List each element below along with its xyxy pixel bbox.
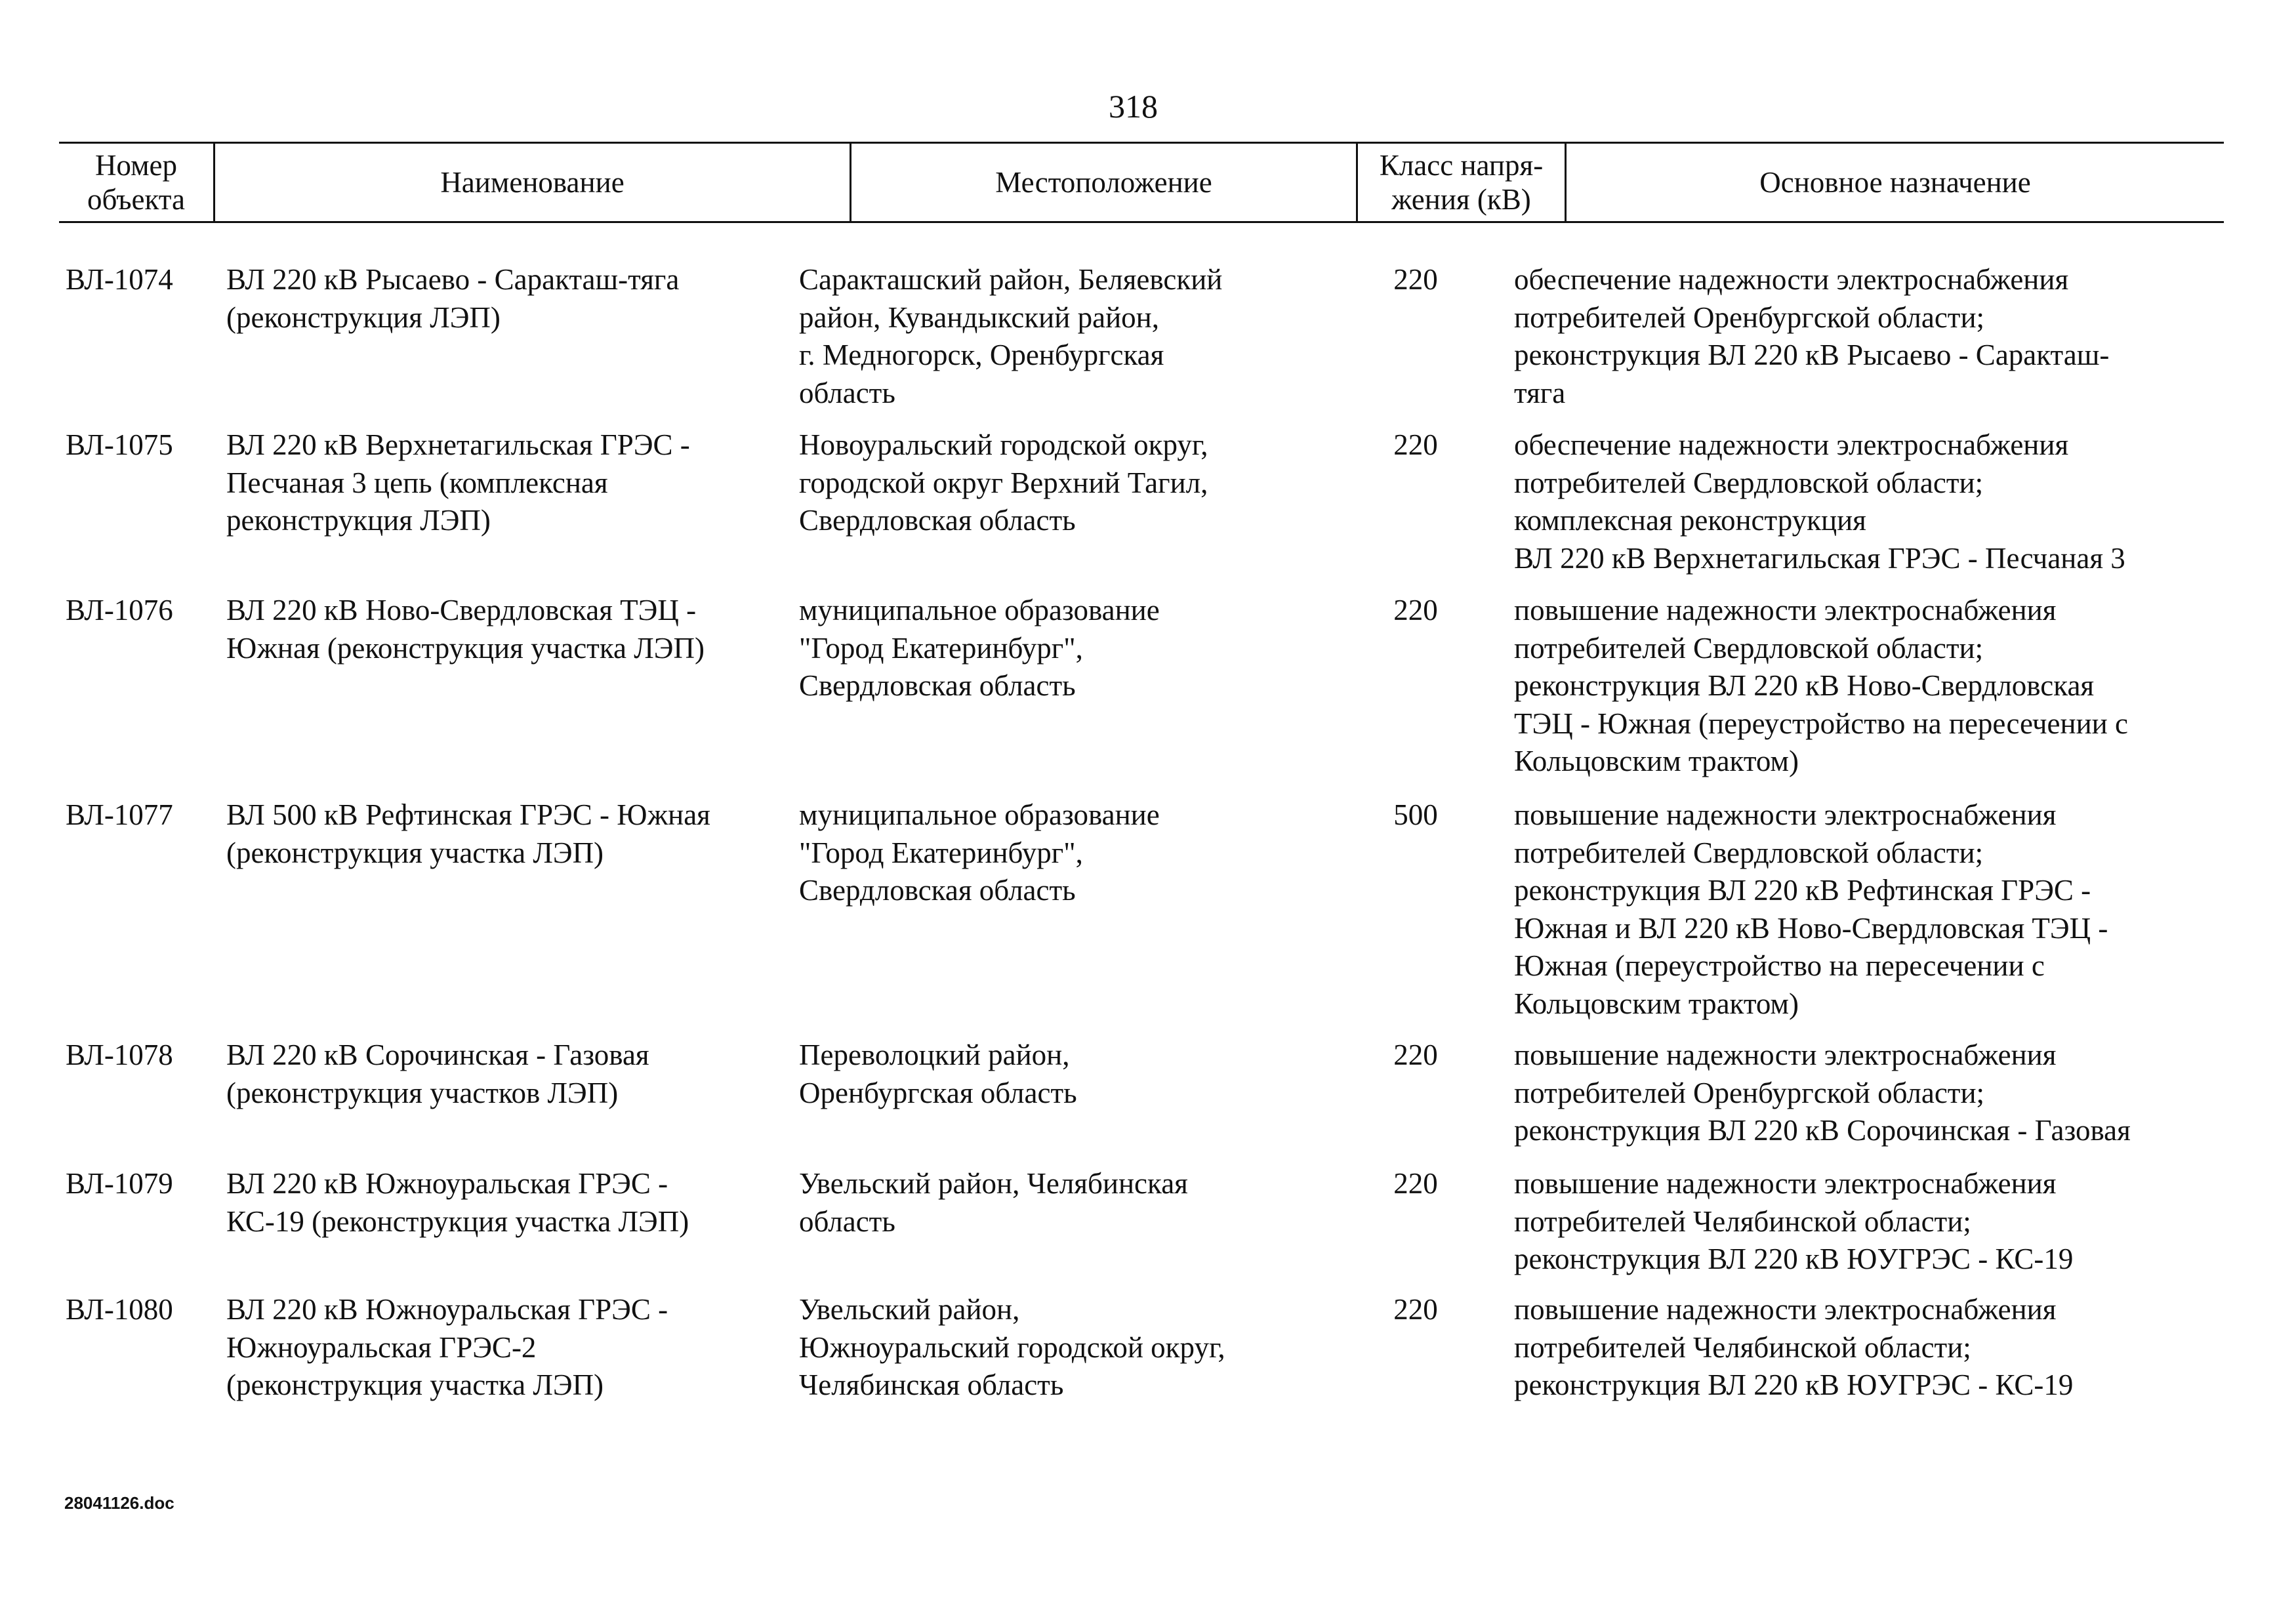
row-name: ВЛ 220 кВ Ново-Свердловская ТЭЦ - Южная (реконструкция участка ЛЭП)	[226, 594, 705, 665]
row-purpose: повышение надежности электроснабжения потребителей Свердловской области; реконструкция ВЛ 220 кВ Рефтинская ГРЭС - Южная и ВЛ 220 кВ Ново-Свердловская ТЭЦ - Южная (переустройство на пересечении с Кольцовским трактом)	[1514, 798, 2108, 1020]
row-location: муниципальное образование "Город Екатеринбург", Свердловская область	[799, 594, 1160, 702]
row-name: ВЛ 220 кВ Южноуральская ГРЭС - КС-19 (реконструкция участка ЛЭП)	[226, 1167, 689, 1238]
row-location: Новоуральский городской округ, городской округ Верхний Тагил, Свердловская область	[799, 428, 1208, 537]
row-name: ВЛ 220 кВ Рысаево - Саракташ-тяга (реконструкция ЛЭП)	[226, 263, 680, 334]
row-number: ВЛ-1080	[66, 1293, 173, 1326]
header-purpose	[1567, 144, 2224, 221]
row-voltage: 220	[1393, 428, 1438, 461]
row-voltage: 220	[1393, 594, 1438, 626]
header-location	[851, 144, 1358, 221]
header-name	[215, 144, 851, 221]
row-voltage: 220	[1393, 1038, 1438, 1071]
row-voltage: 220	[1393, 1167, 1438, 1200]
header-number-text: Номер объекта	[87, 149, 185, 216]
header-voltage-text: Класс напря- жения (кВ)	[1379, 149, 1544, 216]
header-number	[59, 144, 215, 221]
row-purpose: повышение надежности электроснабжения потребителей Оренбургской области; реконструкция ВЛ 220 кВ Сорочинская - Газовая	[1514, 1038, 2131, 1147]
header-name-text: Наименование	[440, 166, 625, 199]
row-location: муниципальное образование "Город Екатеринбург", Свердловская область	[799, 798, 1160, 907]
row-location: Увельский район, Южноуральский городской округ, Челябинская область	[799, 1293, 1225, 1401]
row-name: ВЛ 220 кВ Сорочинская - Газовая (реконструкция участков ЛЭП)	[226, 1038, 649, 1109]
row-name: ВЛ 500 кВ Рефтинская ГРЭС - Южная (реконструкция участка ЛЭП)	[226, 798, 710, 869]
row-number: ВЛ-1078	[66, 1038, 173, 1071]
row-voltage: 220	[1393, 1293, 1438, 1326]
row-purpose: обеспечение надежности электроснабжения потребителей Оренбургской области; реконструкция ВЛ 220 кВ Рысаево - Саракташ- тяга	[1514, 263, 2110, 409]
table-header	[59, 142, 2224, 223]
row-purpose: повышение надежности электроснабжения потребителей Челябинской области; реконструкция ВЛ 220 кВ ЮУГРЭС - КС-19	[1514, 1167, 2074, 1275]
document-filename: 28041126.doc	[64, 1493, 174, 1513]
row-purpose: повышение надежности электроснабжения потребителей Челябинской области; реконструкция ВЛ 220 кВ ЮУГРЭС - КС-19	[1514, 1293, 2074, 1401]
row-voltage: 220	[1393, 263, 1438, 296]
row-purpose: обеспечение надежности электроснабжения потребителей Свердловской области; комплексная реконструкция ВЛ 220 кВ Верхнетагильская ГРЭС - Песчаная 3	[1514, 428, 2125, 575]
row-voltage: 500	[1393, 798, 1438, 831]
row-location: Саракташский район, Беляевский район, Кувандыкский район, г. Медногорск, Оренбургская область	[799, 263, 1223, 409]
row-number: ВЛ-1076	[66, 594, 173, 626]
row-number: ВЛ-1075	[66, 428, 173, 461]
header-purpose-text: Основное назначение	[1759, 166, 2031, 199]
row-number: ВЛ-1074	[66, 263, 173, 296]
header-location-text: Местоположение	[995, 166, 1212, 199]
header-voltage	[1358, 144, 1567, 221]
row-name: ВЛ 220 кВ Южноуральская ГРЭС - Южноуральская ГРЭС-2 (реконструкция участка ЛЭП)	[226, 1293, 668, 1401]
row-location: Переволоцкий район, Оренбургская область	[799, 1038, 1077, 1109]
row-number: ВЛ-1079	[66, 1167, 173, 1200]
page-number: 318	[1109, 88, 1158, 125]
row-name: ВЛ 220 кВ Верхнетагильская ГРЭС - Песчаная 3 цепь (комплексная реконструкция ЛЭП)	[226, 428, 690, 537]
row-location: Увельский район, Челябинская область	[799, 1167, 1188, 1238]
row-number: ВЛ-1077	[66, 798, 173, 831]
row-purpose: повышение надежности электроснабжения потребителей Свердловской области; реконструкция ВЛ 220 кВ Ново-Свердловская ТЭЦ - Южная (переустройство на пересечении с Кольцовским трактом)	[1514, 594, 2128, 777]
